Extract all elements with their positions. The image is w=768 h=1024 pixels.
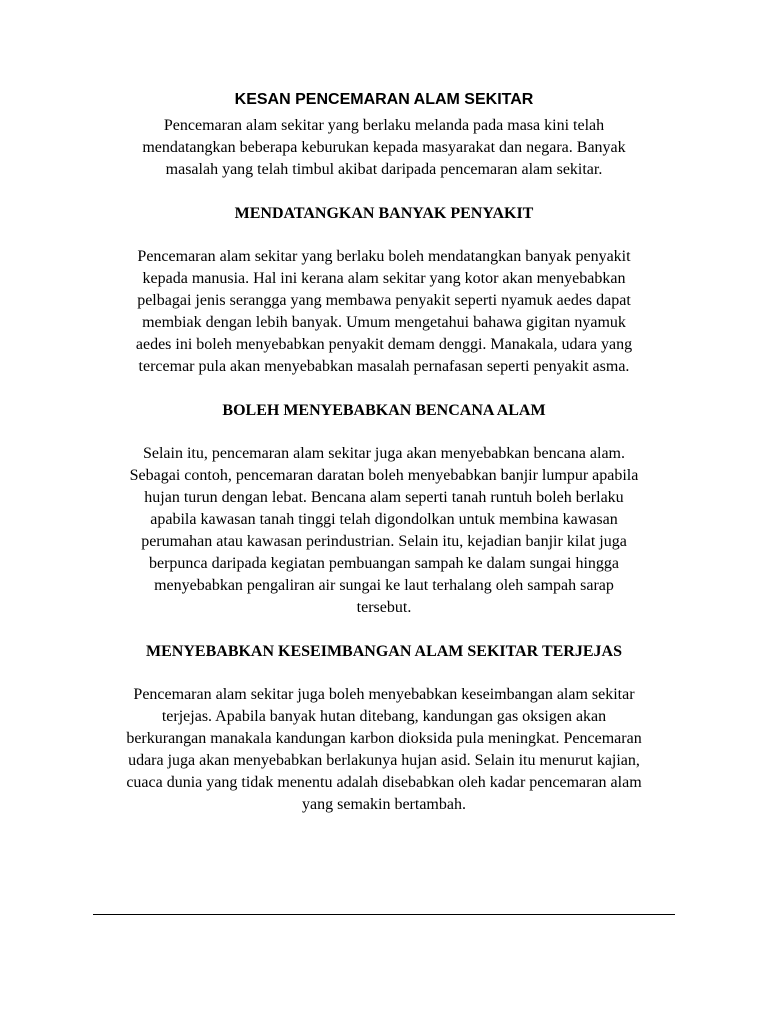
paragraph-line: hujan turun dengan lebat. Bencana alam seperti tanah runtuh boleh berlaku: [144, 489, 624, 506]
paragraph-line: Pencemaran alam sekitar juga boleh menyebabkan keseimbangan alam sekitar: [133, 686, 635, 703]
section-heading-penyakit: MENDATANGKAN BANYAK PENYAKIT: [234, 205, 534, 222]
paragraph-line: tersebut.: [356, 599, 412, 616]
paragraph-line: cuaca dunia yang tidak menentu adalah disebabkan oleh kadar pencemaran alam: [126, 774, 642, 791]
paragraph-line: berpunca daripada kegiatan pembuangan sampah ke dalam sungai hingga: [148, 555, 620, 572]
paragraph-line: apabila kawasan tanah tinggi telah digondolkan untuk membina kawasan: [150, 511, 618, 528]
paragraph-line: masalah yang telah timbul akibat daripada pencemaran alam sekitar.: [165, 161, 603, 178]
paragraph-line: kepada manusia. Hal ini kerana alam sekitar yang kotor akan menyebabkan: [142, 270, 626, 287]
paragraph-line: perumahan atau kawasan perindustrian. Selain itu, kejadian banjir kilat juga: [141, 533, 627, 550]
document-title: KESAN PENCEMARAN ALAM SEKITAR: [234, 91, 534, 108]
section-paragraph-bencana: [84, 443, 684, 619]
section-paragraph-penyakit: [84, 246, 684, 378]
paragraph-line: terjejas. Apabila banyak hutan ditebang, kandungan gas oksigen akan: [161, 708, 607, 725]
paragraph-line: Selain itu, pencemaran alam sekitar juga akan menyebabkan bencana alam.: [142, 445, 625, 462]
paragraph-line: mendatangkan beberapa keburukan kepada masyarakat dan negara. Banyak: [142, 139, 626, 156]
paragraph-line: udara juga akan menyebabkan berlakunya hujan asid. Selain itu menurut kajian,: [128, 752, 640, 769]
section-heading-keseimbangan: MENYEBABKAN KESEIMBANGAN ALAM SEKITAR TERJEJAS: [146, 643, 622, 660]
paragraph-line: membiak dengan lebih banyak. Umum mengetahui bahawa gigitan nyamuk: [142, 314, 626, 331]
paragraph-line: tercemar pula akan menyebabkan masalah pernafasan seperti penyakit asma.: [138, 358, 630, 375]
paragraph-line: pelbagai jenis serangga yang membawa penyakit seperti nyamuk aedes dapat: [137, 292, 631, 309]
section-paragraph-keseimbangan: [84, 684, 684, 816]
paragraph-line: Pencemaran alam sekitar yang berlaku boleh mendatangkan banyak penyakit: [137, 248, 631, 265]
footer-divider: [93, 914, 675, 915]
paragraph-line: berkurangan manakala kandungan karbon dioksida pula meningkat. Pencemaran: [126, 730, 642, 747]
paragraph-line: menyebabkan pengaliran air sungai ke laut terhalang oleh sampah sarap: [154, 577, 614, 594]
paragraph-line: Pencemaran alam sekitar yang berlaku melanda pada masa kini telah: [163, 117, 605, 134]
paragraph-line: yang semakin bertambah.: [302, 796, 466, 813]
paragraph-line: aedes ini boleh menyebabkan penyakit demam denggi. Manakala, udara yang: [135, 336, 633, 353]
section-heading-bencana: BOLEH MENYEBABKAN BENCANA ALAM: [222, 402, 546, 419]
intro-paragraph: [84, 115, 684, 181]
paragraph-line: Sebagai contoh, pencemaran daratan boleh menyebabkan banjir lumpur apabila: [129, 467, 639, 484]
